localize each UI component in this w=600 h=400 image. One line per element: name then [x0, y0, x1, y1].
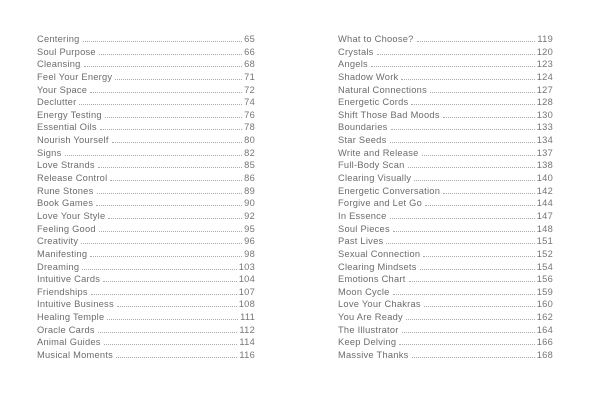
toc-entry	[37, 235, 255, 248]
toc-entry-label: Forgive and Let Go	[338, 198, 423, 209]
dot-leader	[104, 344, 238, 345]
toc-entry-page: 108	[238, 299, 255, 310]
toc-entry-label: Massive Thanks	[338, 350, 409, 361]
toc-entry-label: Clearing Visually	[338, 173, 412, 184]
toc-entry-label: Emotions Chart	[338, 274, 406, 285]
toc-entry	[338, 197, 553, 210]
toc-entry-label: Write and Release	[338, 147, 419, 158]
dot-leader	[417, 41, 536, 42]
toc-entry-label: Shadow Work	[338, 71, 399, 82]
toc-entry	[338, 96, 553, 109]
toc-entry	[37, 210, 255, 223]
toc-entry-page: 90	[244, 198, 255, 209]
toc-entry-label: Declutter	[37, 97, 77, 108]
toc-entry-label: Star Seeds	[338, 135, 387, 146]
dot-leader	[443, 193, 535, 194]
toc-entry-page: 95	[244, 223, 255, 234]
toc-entry	[37, 147, 255, 160]
dot-leader	[112, 142, 242, 143]
toc-entry-page: 152	[536, 248, 553, 259]
toc-entry-page: 72	[244, 84, 255, 95]
dot-leader	[401, 79, 534, 80]
toc-entry-page: 166	[536, 337, 553, 348]
toc-entry-label: Manifesting	[37, 248, 88, 259]
toc-entry	[338, 286, 553, 299]
toc-entry-page: 142	[536, 185, 553, 196]
toc-entry-page: 144	[536, 198, 553, 209]
toc-entry-page: 65	[244, 34, 255, 44]
toc-entry	[338, 159, 553, 172]
toc-entry	[37, 172, 255, 185]
toc-entry-page: 120	[536, 46, 553, 57]
toc-entry	[37, 286, 255, 299]
toc-entry-label: Friendships	[37, 286, 88, 297]
toc-entry-page: 107	[238, 286, 255, 297]
toc-entry-page: 162	[536, 312, 553, 323]
toc-entry-page: 127	[536, 84, 553, 95]
dot-leader	[107, 319, 238, 320]
toc-entry-page: 76	[244, 109, 255, 120]
toc-entry-page: 133	[536, 122, 553, 133]
toc-entry-label: Crystals	[338, 46, 374, 57]
toc-entry-label: Cleansing	[37, 59, 81, 70]
dot-leader	[406, 319, 535, 320]
toc-entry-label: Full-Body Scan	[338, 160, 405, 171]
toc-entry-label: Shift Those Bad Moods	[338, 109, 440, 120]
toc-entry-page: 147	[536, 210, 553, 221]
toc-entry-label: Release Control	[37, 173, 108, 184]
dot-leader	[391, 129, 535, 130]
toc-entry-page: 68	[244, 59, 255, 70]
toc-entry-label: Angels	[338, 59, 368, 70]
toc-entry	[338, 58, 553, 71]
toc-entry	[338, 235, 553, 248]
toc-entry-label: The Illustrator	[338, 324, 399, 335]
toc-entry-page: 86	[244, 173, 255, 184]
toc-entry	[338, 336, 553, 349]
toc-entry	[338, 185, 553, 198]
toc-entry-label: Musical Moments	[37, 350, 114, 361]
dot-leader	[91, 294, 237, 295]
toc-entry-label: Rune Stones	[37, 185, 94, 196]
dot-leader	[108, 218, 242, 219]
dot-leader	[96, 205, 242, 206]
toc-entry-label: Intuitive Business	[37, 299, 114, 310]
toc-entry-page: 138	[536, 160, 553, 171]
toc-entry-label: Energetic Conversation	[338, 185, 441, 196]
toc-entry-page: 124	[536, 71, 553, 82]
toc-left-column	[37, 33, 255, 362]
toc-entry-label: Dreaming	[37, 261, 80, 272]
toc-entry	[37, 197, 255, 210]
toc-entry-page: 168	[536, 350, 553, 361]
toc-entry-label: Oracle Cards	[37, 324, 95, 335]
toc-entry-page: 98	[244, 248, 255, 259]
toc-entry-label: What to Choose?	[338, 34, 414, 44]
toc-entry	[338, 33, 553, 46]
toc-entry	[37, 336, 255, 349]
dot-leader	[98, 332, 238, 333]
dot-leader	[90, 92, 242, 93]
toc-entry-label: Clearing Mindsets	[338, 261, 417, 272]
toc-entry-label: In Essence	[338, 210, 387, 221]
toc-entry-page: 160	[536, 299, 553, 310]
toc-entry-page: 66	[244, 46, 255, 57]
toc-entry	[338, 248, 553, 261]
toc-entry-page: 156	[536, 274, 553, 285]
toc-entry	[37, 71, 255, 84]
toc-entry-page: 140	[536, 173, 553, 184]
toc-entry-page: 123	[536, 59, 553, 70]
toc-entry-page: 80	[244, 135, 255, 146]
dot-leader	[100, 129, 242, 130]
toc-entry	[37, 223, 255, 236]
dot-leader	[98, 167, 242, 168]
toc-entry	[37, 248, 255, 261]
dot-leader	[386, 243, 534, 244]
toc-entry-label: Animal Guides	[37, 337, 101, 348]
dot-leader	[83, 41, 243, 42]
toc-entry-label: Natural Connections	[338, 84, 427, 95]
toc-entry-page: 74	[244, 97, 255, 108]
dot-leader	[115, 79, 242, 80]
toc-entry-page: 116	[239, 350, 255, 361]
dot-leader	[79, 104, 242, 105]
dot-leader	[84, 66, 243, 67]
dot-leader	[409, 281, 535, 282]
toc-entry-page: 159	[536, 286, 553, 297]
dot-leader	[443, 117, 535, 118]
dot-leader	[430, 92, 535, 93]
toc-entry	[338, 311, 553, 324]
toc-entry-page: 164	[536, 324, 553, 335]
toc-entry	[338, 298, 553, 311]
toc-entry-page: 148	[536, 223, 553, 234]
toc-entry-page: 104	[238, 274, 255, 285]
dot-leader	[81, 243, 242, 244]
toc-entry-page: 151	[536, 236, 553, 247]
toc-entry-page: 82	[244, 147, 255, 158]
toc-entry	[37, 58, 255, 71]
toc-entry-label: Nourish Yourself	[37, 135, 109, 146]
toc-entry-label: Energy Testing	[37, 109, 102, 120]
toc-entry-label: Love Your Chakras	[338, 299, 421, 310]
toc-entry-label: Boundaries	[338, 122, 388, 133]
toc-entry-page: 85	[244, 160, 255, 171]
toc-entry-label: Book Games	[37, 198, 94, 209]
toc-entry	[338, 147, 553, 160]
toc-entry	[37, 185, 255, 198]
toc-entry	[338, 134, 553, 147]
dot-leader	[411, 104, 534, 105]
dot-leader	[371, 66, 535, 67]
toc-entry	[338, 261, 553, 274]
dot-leader	[82, 269, 236, 270]
dot-leader	[414, 180, 534, 181]
dot-leader	[99, 231, 242, 232]
toc-entry-label: Feel Your Energy	[37, 71, 113, 82]
dot-leader	[399, 344, 534, 345]
toc-entry-label: Soul Purpose	[37, 46, 96, 57]
toc-entry-label: Love Strands	[37, 160, 95, 171]
toc-entry-page: 154	[536, 261, 553, 272]
toc-entry-page: 137	[536, 147, 553, 158]
toc-entry	[338, 84, 553, 97]
toc-entry	[37, 33, 255, 46]
toc-entry	[37, 96, 255, 109]
dot-leader	[425, 205, 535, 206]
dot-leader	[105, 117, 242, 118]
toc-entry	[37, 121, 255, 134]
dot-leader	[390, 218, 535, 219]
dot-leader	[390, 142, 535, 143]
toc-entry-label: Soul Pieces	[338, 223, 390, 234]
toc-entry-label: Your Space	[37, 84, 88, 95]
dot-leader	[99, 54, 242, 55]
dot-leader	[422, 155, 535, 156]
toc-entry-label: Energetic Cords	[338, 97, 409, 108]
toc-entry-label: Essential Oils	[37, 122, 97, 133]
toc-entry-page: 96	[244, 236, 255, 247]
toc-entry-label: Healing Temple	[37, 312, 105, 323]
toc-entry	[338, 46, 553, 59]
dot-leader	[117, 306, 237, 307]
toc-entry	[338, 172, 553, 185]
toc-entry-label: Centering	[37, 34, 80, 44]
toc-entry-label: You Are Ready	[338, 312, 403, 323]
dot-leader	[402, 332, 535, 333]
toc-entry-label: Love Your Style	[37, 210, 106, 221]
toc-entry-page: 130	[536, 109, 553, 120]
toc-entry-label: Keep Delving	[338, 337, 397, 348]
toc-entry	[37, 134, 255, 147]
toc-entry-label: Creativity	[37, 236, 79, 247]
toc-entry-label: Signs	[37, 147, 62, 158]
toc-entry	[37, 324, 255, 337]
toc-entry-page: 128	[536, 97, 553, 108]
dot-leader	[393, 294, 535, 295]
toc-entry	[37, 109, 255, 122]
toc-entry	[37, 311, 255, 324]
toc-entry	[338, 223, 553, 236]
toc-entry-page: 134	[536, 135, 553, 146]
toc-entry-page: 71	[244, 71, 255, 82]
toc-entry	[37, 84, 255, 97]
toc-entry	[338, 210, 553, 223]
dot-leader	[424, 306, 535, 307]
toc-entry-page: 92	[244, 210, 255, 221]
dot-leader	[420, 269, 535, 270]
toc-entry-label: Sexual Connection	[338, 248, 421, 259]
toc-entry-page: 119	[537, 34, 553, 44]
toc-entry	[37, 273, 255, 286]
dot-leader	[65, 155, 243, 156]
dot-leader	[110, 180, 242, 181]
toc-entry	[338, 324, 553, 337]
toc-entry	[338, 71, 553, 84]
toc-entry	[338, 273, 553, 286]
toc-entry-label: Intuitive Cards	[37, 274, 101, 285]
toc-entry-page: 103	[238, 261, 255, 272]
toc-entry	[37, 261, 255, 274]
toc-entry-page: 111	[240, 312, 255, 323]
dot-leader	[90, 256, 242, 257]
toc-entry	[338, 349, 553, 362]
dot-leader	[423, 256, 534, 257]
toc-entry	[37, 159, 255, 172]
toc-entry-page: 89	[244, 185, 255, 196]
toc-entry	[338, 109, 553, 122]
dot-leader	[97, 193, 243, 194]
dot-leader	[412, 357, 535, 358]
dot-leader	[408, 167, 535, 168]
toc-entry	[338, 121, 553, 134]
toc-entry-page: 114	[239, 337, 255, 348]
dot-leader	[103, 281, 237, 282]
toc-entry-label: Past Lives	[338, 236, 384, 247]
toc-entry-label: Moon Cycle	[338, 286, 390, 297]
toc-entry-page: 78	[244, 122, 255, 133]
toc-entry-label: Feeling Good	[37, 223, 96, 234]
toc-entry	[37, 298, 255, 311]
toc-right-column	[338, 33, 553, 362]
dot-leader	[116, 357, 237, 358]
dot-leader	[393, 231, 535, 232]
dot-leader	[377, 54, 535, 55]
toc-entry	[37, 46, 255, 59]
toc-entry	[37, 349, 255, 362]
toc-entry-page: 112	[239, 324, 255, 335]
